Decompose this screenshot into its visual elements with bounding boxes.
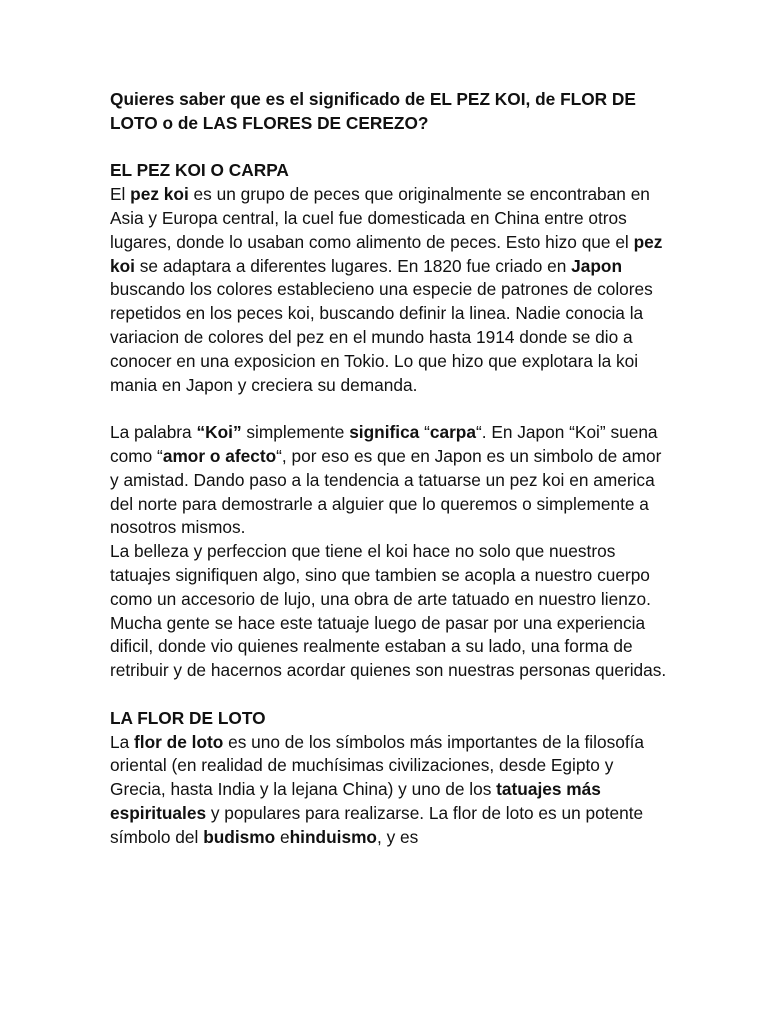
text-run: La [110, 731, 135, 752]
text-run: El [110, 184, 131, 205]
text-run: es un grupo de peces que originalmente se encontraban en Asia y Europa central, la cuel fue domesticada en China entre otros lugares, donde lo usaban como alimento de peces. Esto hizo que el [110, 184, 650, 252]
lotus-paragraph-1 [110, 731, 670, 850]
document-page [110, 88, 670, 850]
koi-paragraph-3: La belleza y perfeccion que tiene el koi hace no solo que nuestros tatuajes signifiquen algo, sino que tambien se acopla a nuestro cuerpo como un accesorio de lujo, una obra de arte tatuado en nuestro lienzo. [110, 541, 651, 609]
bold-run: significa [349, 422, 420, 443]
bold-run: hinduismo [289, 826, 377, 847]
paragraph-gap [110, 136, 670, 160]
paragraph-gap [110, 683, 670, 707]
intro-question-line2: LOTO o de LAS FLORES DE CEREZO? [110, 112, 429, 133]
bold-run: “Koi” [196, 422, 242, 443]
bold-run: budismo [203, 826, 276, 847]
text-run: “. En Japon “Koi” suena como “ [110, 422, 658, 466]
text-run: e [275, 826, 290, 847]
bold-run: pez koi [130, 184, 189, 205]
bold-run: flor de loto [134, 731, 224, 752]
paragraph-gap [110, 397, 670, 421]
intro-question [110, 88, 670, 136]
lotus-heading: LA FLOR DE LOTO [110, 707, 266, 728]
koi-paragraph-4: Mucha gente se hace este tatuaje luego de pasar por una experiencia dificil, donde vio quienes realmente estaban a su lado, una forma de retribuir y de hacernos acordar quienes son nuestras personas queridas. [110, 612, 667, 681]
text-run: , y es [377, 826, 419, 847]
text-run: simplemente [241, 422, 350, 443]
intro-question-line1: Quieres saber que es el significado de EL PEZ KOI, de FLOR DE [110, 89, 636, 109]
text-run: La palabra [110, 422, 197, 443]
bold-run: amor o afecto [162, 445, 277, 466]
koi-paragraph-1 [110, 183, 670, 397]
bold-run: carpa [429, 422, 476, 443]
text-run: y populares para realizarse. La flor de loto es un potente símbolo del [110, 802, 644, 847]
koi-paragraph-2 [110, 421, 670, 540]
text-run: es uno de los símbolos más importantes de la filosofía oriental (en realidad de muchísimas civilizaciones, desde Egipto y Grecia, hasta India y la lejana China) y uno de los [110, 731, 645, 800]
text-run: buscando los colores establecieno una especie de patrones de colores repetidos en los peces koi, buscando definir la linea. Nadie conocia la variacion de colores del pez en el mundo hasta 1914 donde se dio a conocer en una exposicion en Tokio. Lo que hizo que explotara la koi mania en Japon y creciera su demanda. [110, 279, 653, 395]
bold-run: Japon [571, 255, 623, 276]
text-run: “, por eso es que en Japon es un simbolo de amor y amistad. Dando paso a la tendencia a tatuarse un pez koi en america del norte para demostrarle a alguier que lo queremos o simplemente a nosotros mismos. [110, 445, 662, 538]
bold-run: tatuajes más espirituales [110, 779, 601, 823]
bold-run: pez koi [110, 231, 663, 276]
koi-heading: EL PEZ KOI O CARPA [110, 160, 289, 181]
text-run: “ [419, 422, 430, 443]
text-run: se adaptara a diferentes lugares. En 1820 fue criado en [134, 255, 572, 276]
